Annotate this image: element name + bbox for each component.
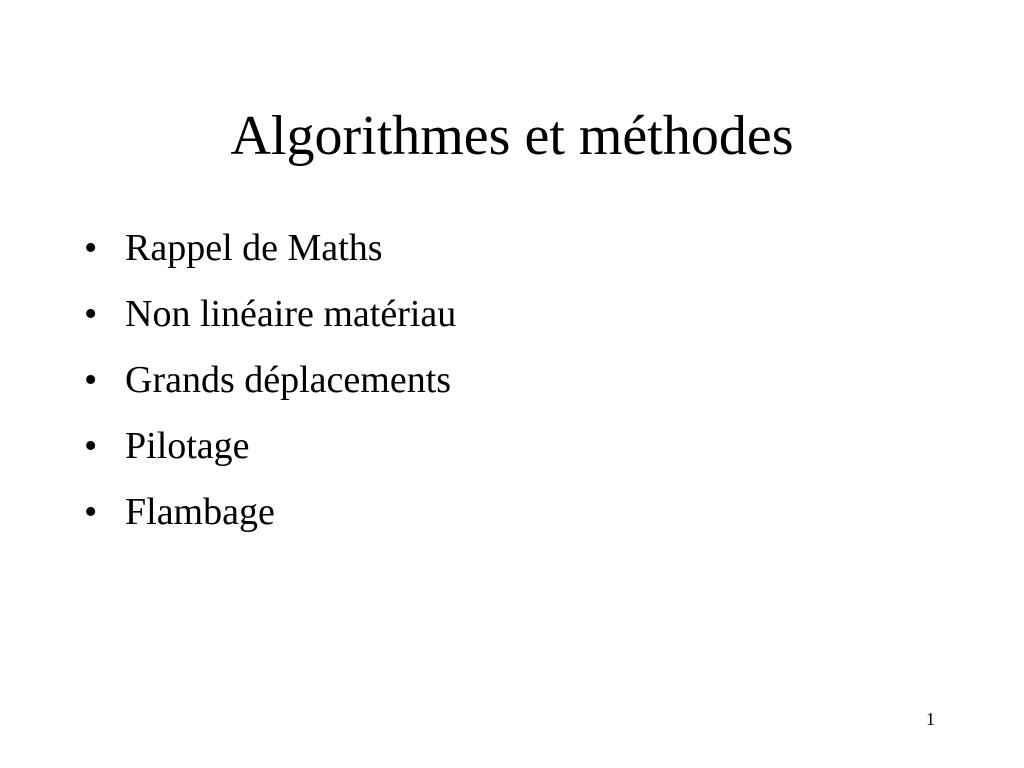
bullet-item (84, 292, 456, 336)
bullet-text: Grands déplacements (125, 359, 452, 401)
bullet-item (84, 358, 456, 402)
slide-title: Algorithmes et méthodes (230, 105, 794, 167)
bullet-icon: • (84, 227, 98, 269)
bullet-list (84, 226, 456, 556)
slide-number: 1 (926, 709, 935, 729)
bullet-text: Non linéaire matériau (125, 293, 457, 335)
bullet-item (84, 424, 456, 468)
bullet-icon: • (84, 359, 98, 401)
bullet-text: Pilotage (125, 425, 250, 467)
bullet-text: Flambage (125, 491, 275, 533)
bullet-icon: • (84, 425, 98, 467)
bullet-item (84, 490, 456, 534)
bullet-text: Rappel de Maths (125, 227, 383, 269)
bullet-icon: • (84, 491, 98, 533)
bullet-icon: • (84, 293, 98, 335)
bullet-item (84, 226, 456, 270)
